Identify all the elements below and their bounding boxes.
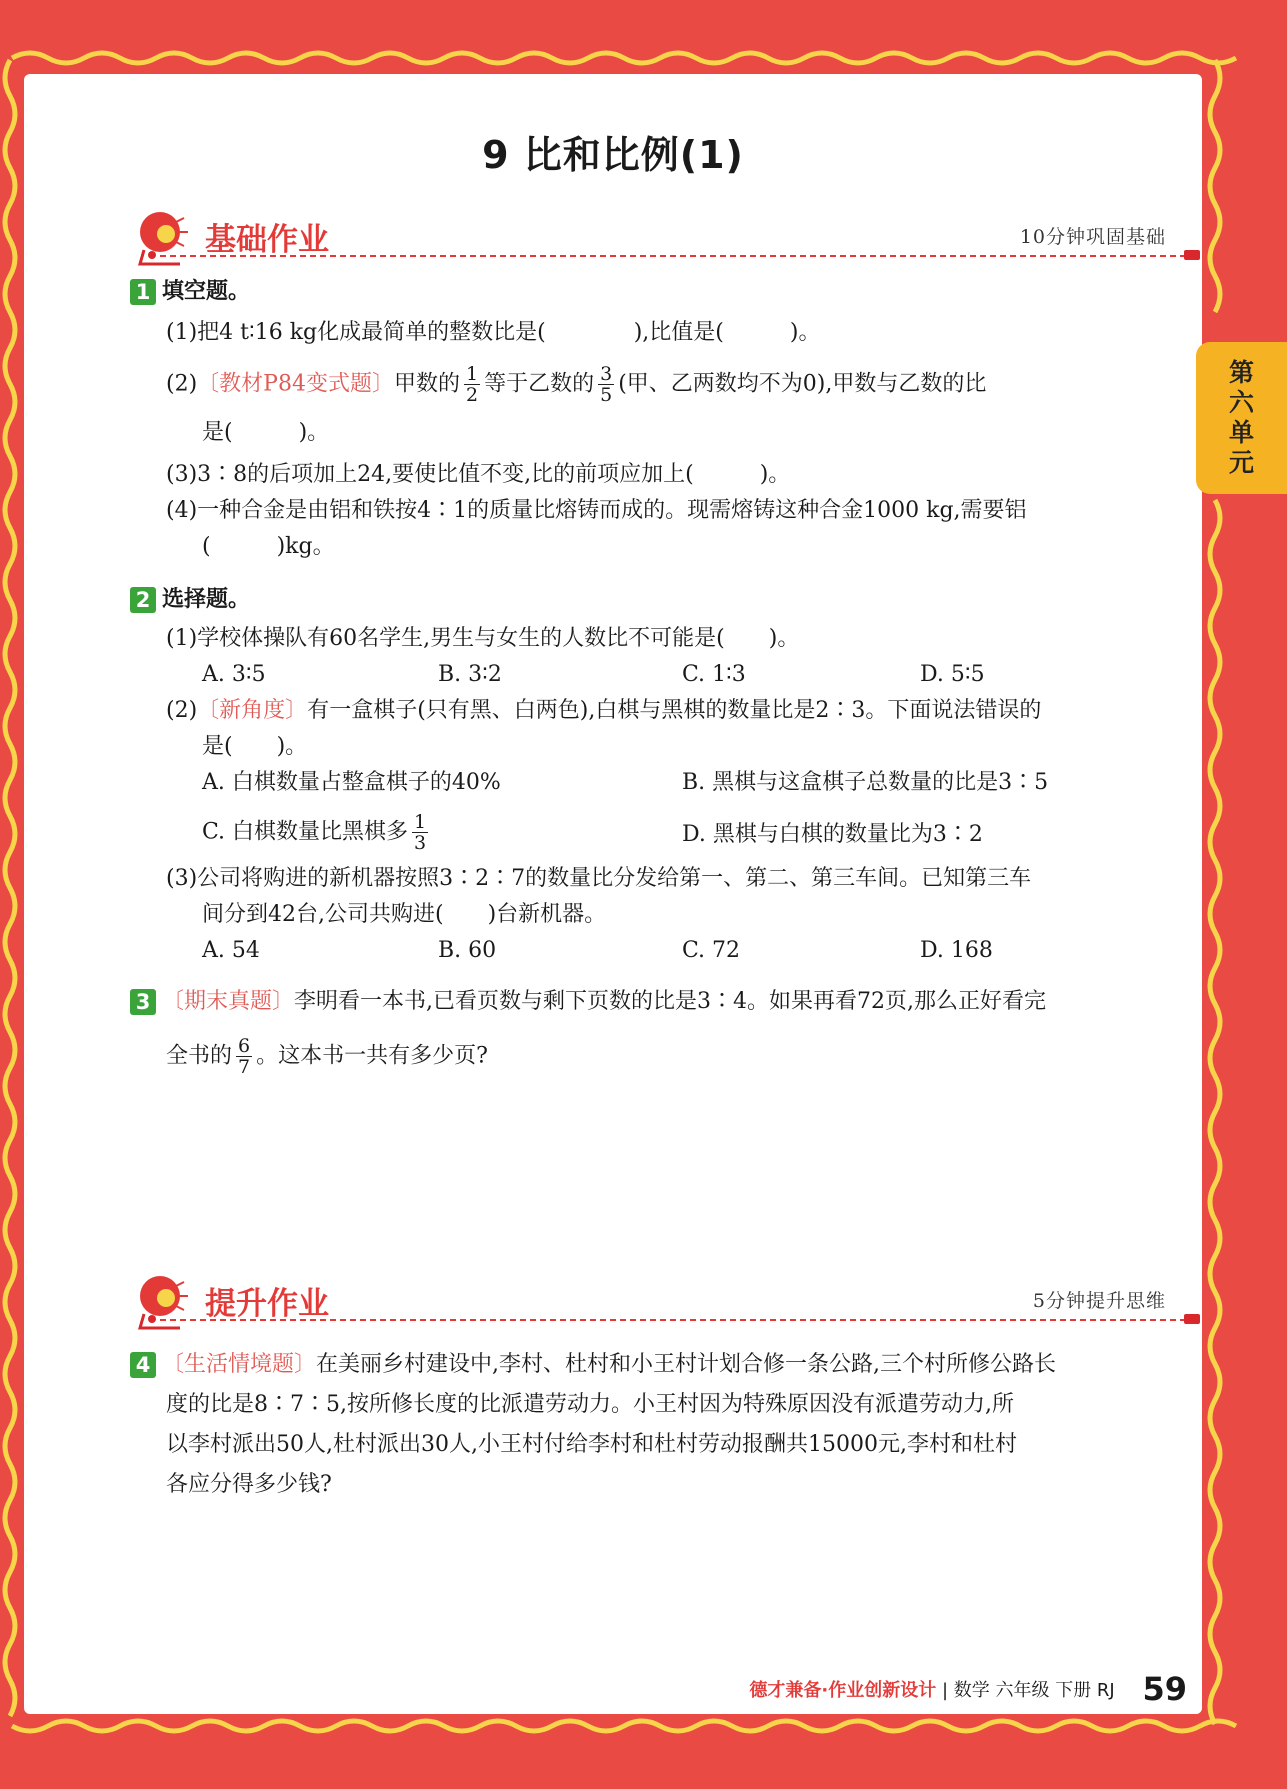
denominator: 3 bbox=[414, 832, 427, 854]
numerator: 3 bbox=[600, 363, 613, 385]
q1-item-4-cont: ( )kg。 bbox=[202, 534, 335, 559]
fraction bbox=[464, 364, 480, 405]
question-number-badge: 2 bbox=[130, 587, 156, 613]
question-2-header bbox=[130, 585, 250, 615]
page-number: 59 bbox=[1142, 1670, 1187, 1708]
q1-item-2 bbox=[166, 364, 986, 405]
fraction bbox=[236, 1036, 252, 1077]
q2-part-3-cont: 间分到42台,公司共购进( )台新机器。 bbox=[202, 902, 607, 927]
question-text: 。这本书一共有多少页? bbox=[256, 1043, 488, 1069]
q1-item-2-cont: 是( )。 bbox=[202, 420, 330, 445]
question-4-line-3: 以李村派出50人,杜村派出30人,小王村付给李村和杜村劳动报酬共15000元,李村和杜村 bbox=[166, 1432, 1017, 1457]
item-text: (甲、乙两数均不为0),甲数与乙数的比 bbox=[618, 371, 987, 397]
section-header-basic bbox=[130, 206, 1200, 276]
section-divider bbox=[160, 255, 1186, 257]
source-tag: 〔新角度〕 bbox=[197, 698, 308, 723]
q2-p3-option-b: B. 60 bbox=[438, 938, 497, 963]
question-text: 李明看一本书,已看页数与剩下页数的比是3∶4。如果再看72页,那么正好看完 bbox=[294, 989, 1046, 1014]
numerator: 1 bbox=[466, 363, 479, 385]
numerator: 6 bbox=[238, 1035, 251, 1057]
denominator: 2 bbox=[466, 384, 479, 406]
q2-p2-option-d: D. 黑棋与白棋的数量比为3∶2 bbox=[682, 822, 983, 847]
q2-p1-option-d: D. 5∶5 bbox=[920, 662, 985, 687]
source-tag: 〔生活情境题〕 bbox=[162, 1352, 317, 1377]
source-tag: 〔期末真题〕 bbox=[162, 989, 295, 1014]
numerator: 1 bbox=[414, 811, 427, 833]
question-1-header bbox=[130, 277, 250, 307]
section-divider bbox=[160, 1319, 1186, 1321]
q2-p3-option-c: C. 72 bbox=[682, 938, 741, 963]
question-number-badge: 4 bbox=[130, 1352, 156, 1378]
fraction bbox=[412, 812, 428, 853]
q1-item-3: (3)3∶8的后项加上24,要使比值不变,比的前项应加上( )。 bbox=[166, 462, 791, 487]
question-number-badge: 3 bbox=[130, 989, 156, 1015]
q2-part-2 bbox=[166, 696, 1041, 726]
divider-end bbox=[1184, 1314, 1200, 1324]
worksheet-page bbox=[24, 74, 1202, 1714]
section-label: 基础作业 bbox=[205, 222, 329, 258]
q2-p2-option-c bbox=[202, 812, 432, 853]
q2-part-3: (3)公司将购进的新机器按照3∶2∶7的数量比分发给第一、第二、第三车间。已知第三车 bbox=[166, 866, 1032, 891]
q2-p3-option-a: A. 54 bbox=[202, 938, 260, 963]
unit-tab-char: 第 bbox=[1228, 358, 1254, 387]
item-text: 有一盒棋子(只有黑、白两色),白棋与黑棋的数量比是2∶3。下面说法错误的 bbox=[307, 698, 1042, 723]
item-prefix: (2) bbox=[166, 698, 198, 723]
q1-item-1: (1)把4 t∶16 kg化成最简单的整数比是( ),比值是( )。 bbox=[166, 320, 821, 345]
q1-item-4: (4)一种合金是由铝和铁按4∶1的质量比熔铸而成的。现需熔铸这种合金1000 kg,需要铝 bbox=[166, 498, 1027, 523]
footer-separator: | bbox=[941, 1680, 949, 1701]
question-4 bbox=[130, 1350, 1056, 1380]
divider-dot bbox=[148, 251, 156, 259]
fraction bbox=[598, 364, 614, 405]
q2-p2-option-a: A. 白棋数量占整盒棋子的40% bbox=[202, 770, 501, 795]
question-heading: 填空题。 bbox=[162, 279, 251, 304]
item-text: 等于乙数的 bbox=[484, 371, 595, 397]
q2-part-2-cont: 是( )。 bbox=[202, 734, 308, 759]
page-title: 9 比和比例(1) bbox=[482, 133, 744, 177]
question-heading: 选择题。 bbox=[162, 587, 251, 612]
question-3-cont bbox=[166, 1036, 488, 1077]
question-4-line-4: 各应分得多少钱? bbox=[166, 1472, 332, 1497]
page-footer bbox=[749, 1670, 1187, 1708]
source-tag: 〔教材P84变式题〕 bbox=[197, 371, 394, 397]
lantern-icon bbox=[130, 1270, 190, 1330]
question-3 bbox=[130, 987, 1046, 1017]
section-subtitle: 10分钟巩固基础 bbox=[1019, 226, 1166, 248]
q2-p1-option-b: B. 3∶2 bbox=[438, 662, 502, 687]
section-label: 提升作业 bbox=[205, 1286, 329, 1322]
unit-tab bbox=[1196, 342, 1287, 494]
q2-p1-option-a: A. 3∶5 bbox=[202, 662, 266, 687]
divider-dot bbox=[148, 1315, 156, 1323]
question-text: 全书的 bbox=[166, 1043, 233, 1069]
q2-p1-option-c: C. 1∶3 bbox=[682, 662, 746, 687]
section-header-advanced bbox=[130, 1270, 1200, 1340]
option-text: C. 白棋数量比黑棋多 bbox=[202, 819, 409, 845]
unit-tab-char: 元 bbox=[1228, 448, 1254, 477]
q2-p2-option-b: B. 黑棋与这盒棋子总数量的比是3∶5 bbox=[682, 770, 1049, 795]
question-text: 在美丽乡村建设中,李村、杜村和小王村计划合修一条公路,三个村所修公路长 bbox=[316, 1352, 1057, 1377]
question-4-line-2: 度的比是8∶7∶5,按所修长度的比派遣劳动力。小王村因为特殊原因没有派遣劳动力,所 bbox=[166, 1392, 1014, 1417]
question-number-badge: 1 bbox=[130, 279, 156, 305]
divider-end bbox=[1184, 250, 1200, 260]
section-subtitle: 5分钟提升思维 bbox=[1032, 1290, 1166, 1312]
q2-part-1: (1)学校体操队有60名学生,男生与女生的人数比不可能是( )。 bbox=[166, 626, 800, 651]
item-text: 甲数的 bbox=[393, 371, 460, 397]
unit-tab-char: 六 bbox=[1228, 388, 1254, 417]
item-prefix: (2) bbox=[166, 371, 198, 397]
unit-tab-char: 单 bbox=[1228, 418, 1254, 447]
footer-brand: 德才兼备·作业创新设计 bbox=[749, 1680, 937, 1701]
denominator: 5 bbox=[600, 384, 613, 406]
q2-p3-option-d: D. 168 bbox=[920, 938, 993, 963]
denominator: 7 bbox=[238, 1056, 251, 1078]
lantern-icon bbox=[130, 206, 190, 266]
footer-info: 数学 六年级 下册 RJ bbox=[953, 1680, 1115, 1701]
